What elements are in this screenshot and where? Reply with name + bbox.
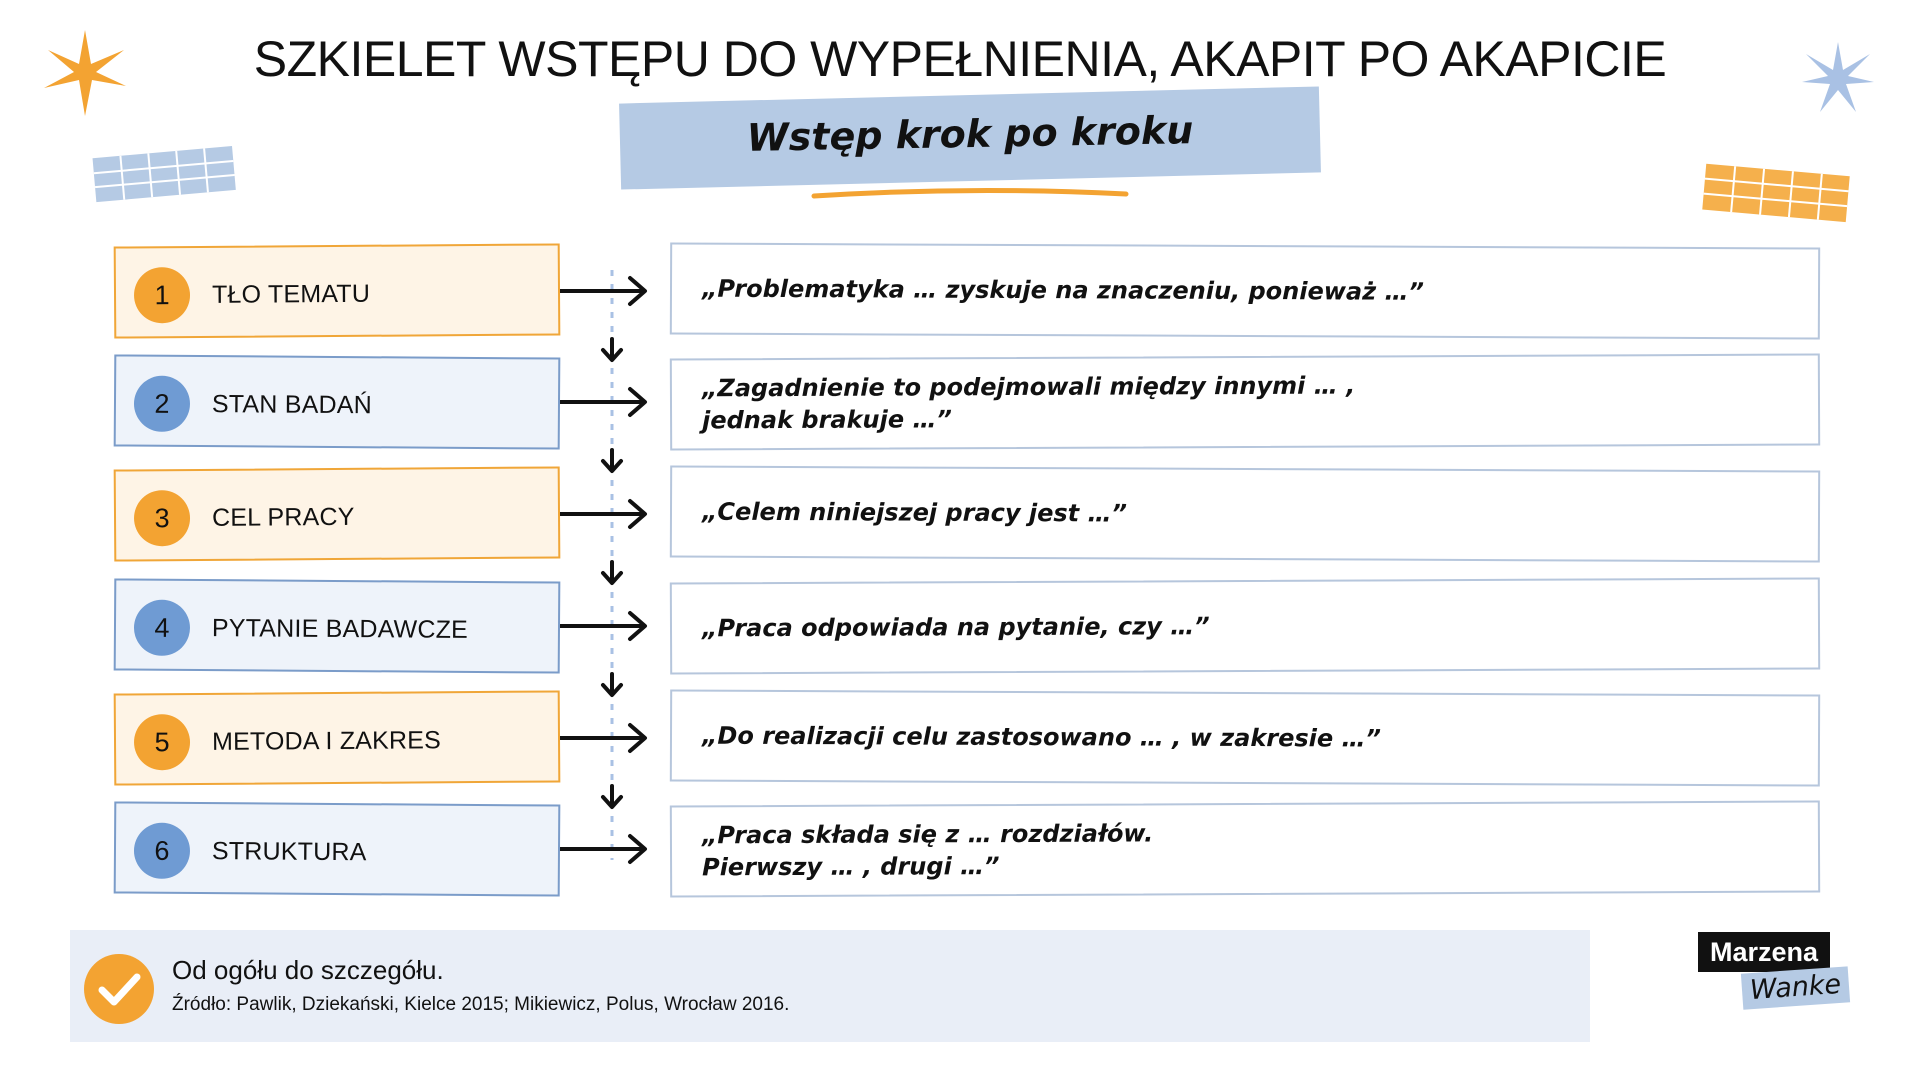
right-arrow-icon bbox=[560, 725, 645, 751]
right-arrow-icon bbox=[560, 613, 645, 639]
right-arrow-icon bbox=[560, 501, 645, 527]
phrase-box-2 bbox=[670, 353, 1820, 450]
phrase-box-6 bbox=[670, 800, 1820, 897]
phrase-box-3 bbox=[670, 465, 1820, 562]
down-arrow-icon bbox=[603, 674, 621, 695]
step-number-badge: 2 bbox=[134, 376, 190, 432]
step-label: PYTANIE BADAWCZE bbox=[211, 614, 469, 644]
step-number-badge: 4 bbox=[134, 600, 190, 656]
down-arrow-icon bbox=[603, 339, 621, 360]
phrase-text: „Problematyka … zyskuje na znaczeniu, ponieważ …” bbox=[701, 274, 1425, 306]
phrase-box-1 bbox=[670, 242, 1820, 339]
step-6 bbox=[114, 801, 561, 896]
phrase-text: „Do realizacji celu zastosowano … , w zakresie …” bbox=[701, 721, 1382, 753]
phrase-text: „Celem niniejszej pracy jest …” bbox=[701, 497, 1128, 528]
step-3 bbox=[114, 466, 561, 561]
step-label: CEL PRACY bbox=[211, 502, 355, 532]
step-5 bbox=[114, 690, 561, 785]
checkmark-icon bbox=[84, 954, 154, 1024]
page-title: SZKIELET WSTĘPU DO WYPEŁNIENIA, AKAPIT PO AKAPICIE bbox=[253, 31, 1667, 87]
logo-line-1: Marzena bbox=[1698, 932, 1830, 972]
step-label: METODA I ZAKRES bbox=[211, 726, 442, 756]
step-2 bbox=[114, 354, 561, 449]
page-subtitle: Wstęp krok po kroku bbox=[746, 108, 1194, 160]
step-label: STRUKTURA bbox=[211, 837, 367, 867]
footer-title: Od ogółu do szczegółu. bbox=[172, 955, 444, 985]
phrase-text: „Zagadnienie to podejmowali między innymi … , jednak brakuje …” bbox=[701, 371, 1356, 435]
right-arrow-icon bbox=[560, 836, 645, 862]
down-arrow-icon bbox=[603, 450, 621, 471]
phrase-box-4 bbox=[670, 577, 1820, 674]
step-number-badge: 6 bbox=[134, 823, 190, 879]
right-arrow-icon bbox=[560, 389, 645, 415]
phrase-text: „Praca składa się z … rozdziałów. Pierwszy … , drugi …” bbox=[701, 819, 1154, 882]
step-number-badge: 1 bbox=[134, 267, 190, 323]
step-number-badge: 3 bbox=[134, 490, 190, 546]
step-label: TŁO TEMATU bbox=[211, 279, 371, 309]
phrase-box-5 bbox=[670, 689, 1820, 786]
step-number-badge: 5 bbox=[134, 714, 190, 770]
down-arrow-icon bbox=[603, 562, 621, 583]
step-label: STAN BADAŃ bbox=[211, 390, 372, 420]
logo-line-2: Wanke bbox=[1741, 966, 1850, 1009]
phrase-text: „Praca odpowiada na pytanie, czy …” bbox=[701, 612, 1210, 643]
right-arrow-icon bbox=[560, 278, 645, 304]
footer-note bbox=[70, 930, 1590, 1042]
step-1 bbox=[114, 243, 561, 338]
down-arrow-icon bbox=[603, 786, 621, 807]
footer-source: Źródło: Pawlik, Dziekański, Kielce 2015; Mikiewicz, Polus, Wrocław 2016. bbox=[172, 994, 790, 1015]
brand-logo bbox=[1698, 932, 1843, 1012]
step-4 bbox=[114, 578, 561, 673]
